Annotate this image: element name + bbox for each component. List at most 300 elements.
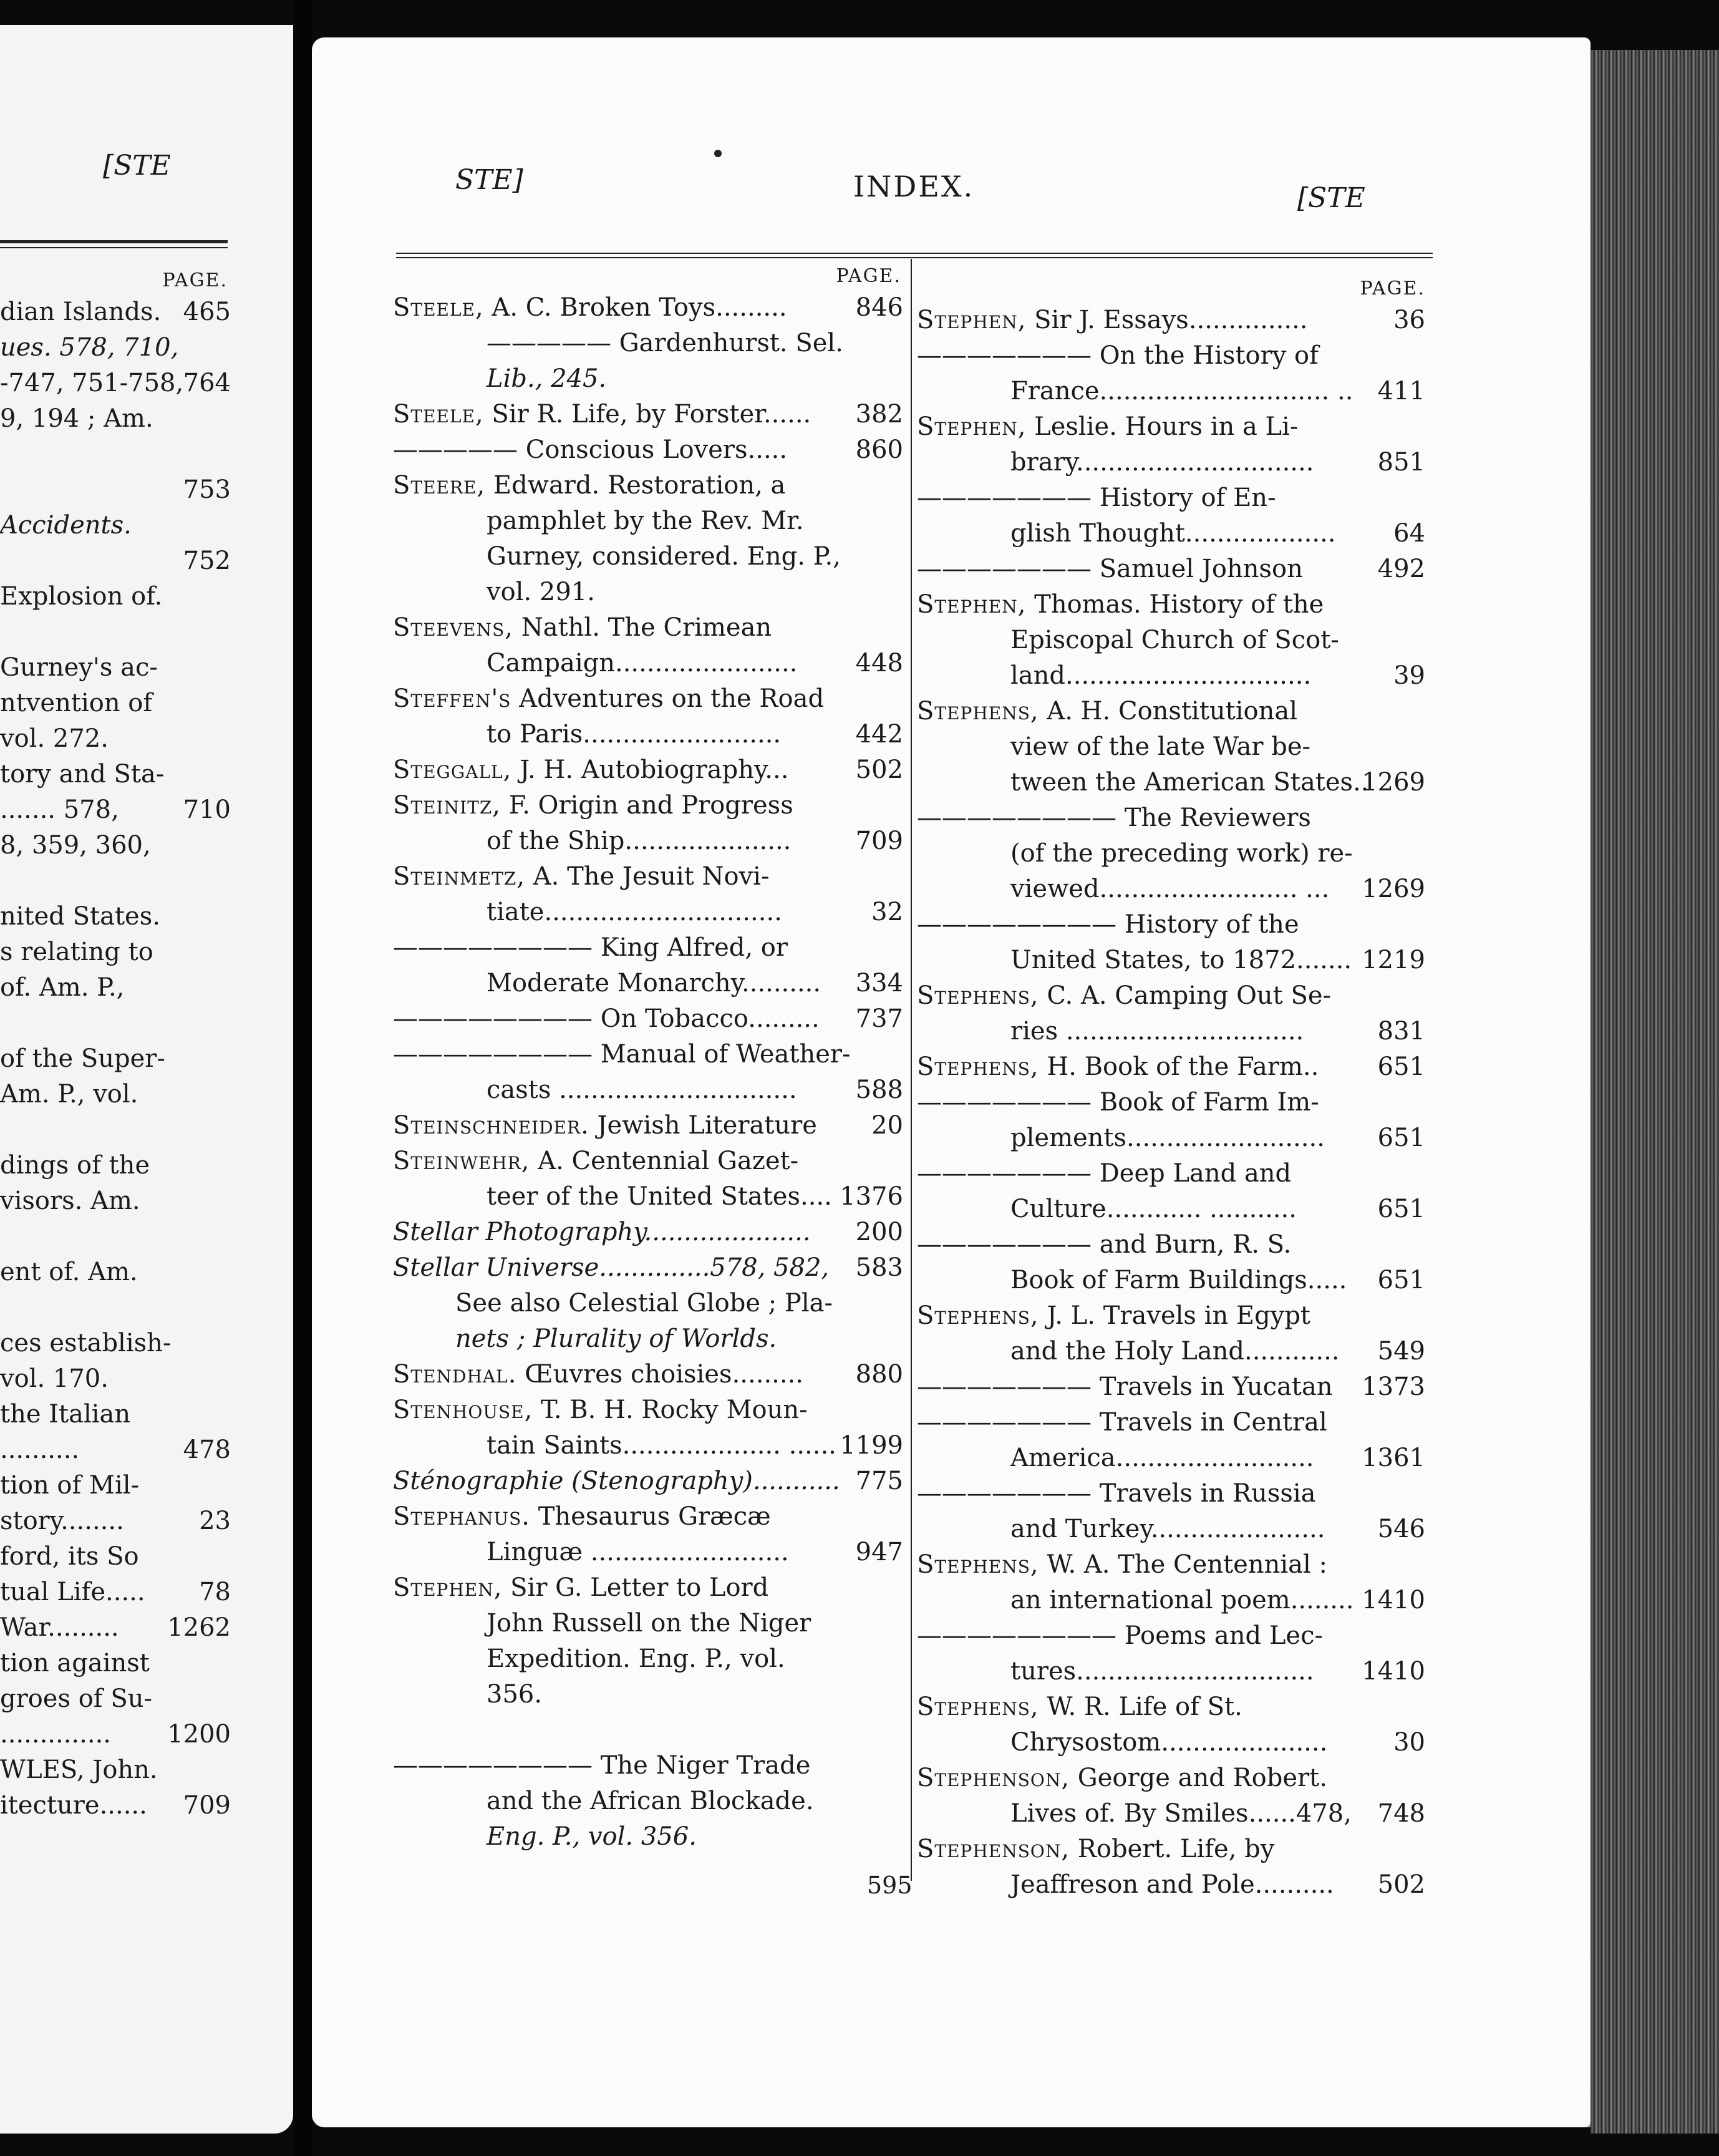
left-index-page-number: 752 [183, 546, 231, 575]
index-entry [917, 1405, 1425, 1440]
left-index-line [0, 792, 231, 828]
index-entry-rest: George and Robert. [1070, 1764, 1327, 1792]
left-index-line [0, 1255, 231, 1290]
left-index-line [0, 650, 231, 686]
index-entry-text: of the Ship..................... [487, 827, 792, 855]
index-entry [917, 1689, 1425, 1725]
index-entry-rest: F. Origin and Progress [500, 791, 793, 820]
left-index-line [0, 366, 231, 401]
index-entry-rest: Sir G. Letter to Lord [502, 1573, 769, 1602]
left-index-text: dian Islands. [0, 298, 162, 326]
index-entry-text: to Paris......................... [487, 720, 782, 749]
index-entry-text: United States, to 1872....... [1010, 946, 1352, 974]
index-heading: Stephenson, [917, 1835, 1070, 1863]
left-index-text: War......... [0, 1613, 119, 1642]
index-page-number: 1199 [840, 1431, 903, 1460]
index-heading: Stephen, [917, 412, 1027, 441]
index-entry-text: Stellar Universe..............578, 582, [393, 1253, 830, 1282]
left-index-text: vol. 170. [0, 1364, 109, 1393]
left-index-line [0, 1503, 231, 1539]
index-heading: Stephens, [917, 1052, 1039, 1081]
index-entry [393, 1286, 903, 1321]
index-entry [393, 610, 903, 646]
index-entry [917, 1618, 1425, 1654]
col1-page-label: PAGE. [836, 265, 901, 287]
index-heading: Stephens, [917, 1550, 1039, 1579]
col2-page-label: PAGE. [1360, 278, 1425, 299]
left-index-text: ....... 578, [0, 795, 119, 824]
index-entry-text: ——————— Travels in Central [917, 1408, 1327, 1437]
index-page-number: 502 [1377, 1870, 1425, 1899]
index-entry-text: ———————— On Tobacco......... [393, 1004, 820, 1033]
index-entry [393, 503, 903, 539]
index-page-number: 1410 [1362, 1657, 1425, 1686]
left-index-page-number: 478 [183, 1435, 231, 1464]
left-index-text: the Italian [0, 1400, 131, 1429]
index-entry-text [917, 587, 1324, 623]
index-entry-text [393, 788, 793, 823]
index-entry-text [917, 1547, 1327, 1583]
index-entry [917, 1654, 1425, 1689]
left-index-line [0, 1646, 231, 1681]
index-entry [917, 1512, 1425, 1547]
left-index-text: s relating to [0, 938, 153, 966]
index-entry [393, 681, 903, 717]
left-index-line [0, 863, 231, 899]
left-index-page-number: 709 [183, 1791, 231, 1820]
index-entry-text: ——————— Travels in Russia [917, 1479, 1316, 1508]
left-index-line [0, 401, 231, 437]
index-entry-text: Episcopal Church of Scot- [1010, 626, 1339, 654]
book-gutter [293, 0, 312, 2156]
left-index-line [0, 1397, 231, 1432]
index-entry-text: tain Saints.................... ...... [487, 1431, 836, 1460]
header-left: STE] [455, 164, 523, 196]
index-entry [393, 895, 903, 930]
left-index-line [0, 1681, 231, 1717]
index-entry [917, 374, 1425, 409]
index-entry [393, 1784, 903, 1819]
index-entry [393, 432, 903, 468]
index-entry-text: viewed......................... ... [1010, 875, 1330, 903]
index-entry [917, 1192, 1425, 1227]
index-entry-text: view of the late War be- [1010, 732, 1311, 761]
index-entry [393, 1037, 903, 1072]
index-entry [393, 1819, 903, 1855]
index-entry-text: America......................... [1010, 1444, 1314, 1472]
index-entry-text [393, 1499, 771, 1535]
index-entry [917, 1725, 1425, 1760]
index-entry-text: ———————— King Alfred, or [393, 933, 788, 962]
index-page-number: 39 [1393, 661, 1425, 690]
index-entry [917, 800, 1425, 836]
index-entry [917, 1760, 1425, 1796]
left-index-text: dings of the [0, 1151, 150, 1180]
index-heading: Stephens, [917, 981, 1039, 1010]
index-entry [393, 1179, 903, 1215]
left-index-text: Am. P., vol. [0, 1080, 138, 1109]
index-entry-text [393, 681, 824, 717]
index-entry [393, 930, 903, 966]
index-entry [917, 480, 1425, 516]
left-index-text: visors. Am. [0, 1187, 140, 1215]
index-entry-text: (of the preceding work) re- [1010, 839, 1353, 868]
index-entry [917, 836, 1425, 872]
index-heading: Stephanus. [393, 1502, 530, 1531]
left-index-text: vol. 272. [0, 724, 109, 753]
index-entry-text: ————— Conscious Lovers..... [393, 435, 788, 464]
index-heading: Stendhal. [393, 1360, 517, 1389]
left-page-label: PAGE. [162, 270, 228, 291]
index-entry-text: Eng. P., vol. 356. [487, 1822, 697, 1851]
left-index-line [0, 1148, 231, 1183]
index-entry-text: Book of Farm Buildings..... [1010, 1266, 1347, 1294]
index-entry-text: Gurney, considered. Eng. P., [487, 542, 841, 571]
index-entry [393, 1250, 903, 1286]
index-entry [393, 646, 903, 681]
index-entry [393, 468, 903, 503]
left-header-rule-2 [0, 247, 228, 248]
index-entry [917, 729, 1425, 765]
index-entry-rest: J. L. Travels in Egypt [1039, 1301, 1310, 1330]
index-entry-text: 356. [487, 1680, 543, 1709]
index-entry [393, 290, 903, 326]
index-page-number: 492 [1377, 555, 1425, 583]
index-entry [917, 338, 1425, 374]
left-index-line [0, 1112, 231, 1148]
index-entry [917, 1832, 1425, 1867]
index-heading: Steele, [393, 400, 484, 429]
left-index-page-number: 764 [183, 369, 231, 397]
left-index-line [0, 1326, 231, 1361]
left-index-page-number: 465 [183, 298, 231, 326]
left-index-line [0, 1077, 231, 1112]
index-entry-rest: Edward. Restoration, a [485, 471, 786, 500]
index-entry-text [393, 610, 772, 646]
left-index-text: ces establish- [0, 1329, 172, 1357]
index-entry-text [917, 1760, 1327, 1796]
index-page-number: 1269 [1362, 875, 1425, 903]
index-entry-text [917, 409, 1298, 445]
index-entry [917, 1369, 1425, 1405]
index-page-number: 775 [855, 1467, 903, 1495]
index-entry-text: See also Celestial Globe ; Pla- [455, 1289, 833, 1318]
index-page-number: 442 [855, 720, 903, 749]
index-page-number: 583 [855, 1253, 903, 1282]
index-entry [917, 516, 1425, 551]
index-page-number: 651 [1377, 1195, 1425, 1223]
index-page-number: 851 [1377, 448, 1425, 477]
index-entry-rest: A. Centennial Gazet- [530, 1147, 799, 1175]
index-page-number: 546 [1377, 1515, 1425, 1543]
index-entry [917, 694, 1425, 729]
left-index-text: groes of Su- [0, 1684, 153, 1713]
index-entry [917, 409, 1425, 445]
index-entry [917, 1583, 1425, 1618]
index-heading: Steevens, [393, 613, 514, 642]
index-entry-text: tures.............................. [1010, 1657, 1314, 1686]
left-index-line [0, 472, 231, 508]
index-entry-rest: J. H. Autobiography... [511, 755, 789, 784]
index-page-number: 651 [1377, 1124, 1425, 1152]
index-heading: Steinwehr, [393, 1147, 530, 1175]
left-index-line [0, 1361, 231, 1397]
index-entry-rest: Nathl. The Crimean [513, 613, 772, 642]
index-heading: Stephens, [917, 697, 1039, 726]
left-index-page-number: 1200 [167, 1720, 231, 1749]
index-page-number: 20 [871, 1111, 903, 1140]
index-column-left [393, 290, 903, 1855]
index-entry [393, 1001, 903, 1037]
index-page-number: 1376 [840, 1182, 903, 1211]
index-entry [393, 752, 903, 788]
index-entry-text [393, 1392, 808, 1428]
index-entry [917, 1547, 1425, 1583]
index-entry [393, 1072, 903, 1108]
index-page-number: 1373 [1362, 1372, 1425, 1401]
index-entry-text [917, 1049, 1319, 1085]
index-page-number: 448 [855, 649, 903, 677]
index-entry [393, 788, 903, 823]
left-index-text: tual Life..... [0, 1578, 145, 1606]
index-heading: Steggall, [393, 755, 512, 784]
index-page-number: 846 [855, 293, 903, 322]
index-entry-text: tiate.............................. [487, 898, 782, 926]
index-entry [917, 1440, 1425, 1476]
index-entry [917, 1476, 1425, 1512]
left-index-text: Accidents. [0, 511, 132, 540]
index-entry-text: ——————— Deep Land and [917, 1159, 1292, 1188]
index-entry [917, 587, 1425, 623]
index-heading: Steinschneider. [393, 1111, 589, 1140]
left-index-text: Explosion of. [0, 582, 163, 611]
index-entry-text: ———————— Poems and Lec- [917, 1621, 1324, 1650]
left-index-line [0, 1752, 231, 1788]
left-index-line [0, 1788, 231, 1823]
index-entry-text: Moderate Monarchy.......... [487, 969, 821, 998]
index-page-number: 30 [1393, 1728, 1425, 1757]
index-entry-rest: Jewish Literature [589, 1111, 817, 1140]
index-entry [917, 303, 1425, 338]
index-entry-text [393, 1108, 817, 1144]
page-edges [1591, 50, 1719, 2134]
index-entry-rest: C. A. Camping Out Se- [1039, 981, 1332, 1010]
index-entry [917, 551, 1425, 587]
left-index-line [0, 1432, 231, 1468]
index-entry [393, 1499, 903, 1535]
index-entry-text: and the Holy Land............ [1010, 1337, 1340, 1366]
left-index-text: WLES, John. [0, 1755, 158, 1784]
left-page-column [0, 294, 231, 1823]
index-entry-text [393, 397, 811, 432]
index-entry-text: glish Thought................... [1010, 519, 1336, 548]
index-entry [393, 1321, 903, 1357]
index-page-number: 1219 [1362, 946, 1425, 974]
left-index-text: tion against [0, 1649, 150, 1678]
index-entry-text: ——————— Travels in Yucatan [917, 1372, 1333, 1401]
index-entry-text: ——————— History of En- [917, 483, 1276, 512]
left-index-line [0, 543, 231, 579]
index-entry [393, 717, 903, 752]
left-index-line [0, 1610, 231, 1646]
index-entry [917, 1227, 1425, 1263]
left-index-page-number: 78 [199, 1578, 231, 1606]
index-entry-text: ries .............................. [1010, 1017, 1304, 1046]
index-entry [393, 1357, 903, 1392]
index-entry-text: Stellar Photography..................... [393, 1218, 811, 1246]
index-page-number: 200 [855, 1218, 903, 1246]
index-entry-text [917, 1832, 1274, 1867]
index-entry-text: John Russell on the Niger [487, 1609, 811, 1638]
index-entry-text: Expedition. Eng. P., vol. [487, 1644, 785, 1673]
index-entry-text: nets ; Plurality of Worlds. [455, 1324, 777, 1353]
index-page-number: 36 [1393, 306, 1425, 334]
left-index-text: nited States. [0, 902, 160, 931]
index-page-number: 411 [1377, 377, 1425, 405]
index-entry [917, 1014, 1425, 1049]
left-page [0, 25, 293, 2134]
index-page-number: 502 [855, 755, 903, 784]
index-entry [393, 397, 903, 432]
left-index-text: ntvention of [0, 689, 153, 717]
left-index-text: ent of. Am. [0, 1258, 138, 1286]
left-index-text: tion of Mil- [0, 1471, 140, 1500]
index-heading: Steere, [393, 471, 486, 500]
index-entry-text [393, 1357, 803, 1392]
index-entry [917, 1085, 1425, 1120]
index-entry-text: Chrysostom..................... [1010, 1728, 1328, 1757]
left-index-line [0, 935, 231, 970]
index-entry-text: ———————— Manual of Weather- [393, 1040, 851, 1069]
index-page-number: 549 [1377, 1337, 1425, 1366]
index-entry [393, 1677, 903, 1712]
index-page-number: 947 [855, 1538, 903, 1566]
index-entry-text [917, 1689, 1242, 1725]
index-entry-text [917, 978, 1331, 1014]
left-index-page-number: 1262 [167, 1613, 231, 1642]
page-title: INDEX. [853, 170, 975, 203]
index-page-number: 748 [1377, 1799, 1425, 1828]
index-entry [917, 872, 1425, 907]
ink-dot [714, 150, 722, 157]
index-entry [393, 823, 903, 859]
index-entry-text: ——————— On the History of [917, 341, 1319, 370]
index-entry-text: Sténographie (Stenography)........... [393, 1467, 840, 1495]
index-entry-text: tween the American States.. [1010, 768, 1369, 797]
index-heading: Steele, [393, 293, 484, 322]
index-entry-text [393, 290, 787, 326]
index-entry-text: France............................. .. [1010, 377, 1353, 405]
index-page-number: 1361 [1362, 1444, 1425, 1472]
index-entry-text: ——————— and Burn, R. S. [917, 1230, 1292, 1259]
index-heading: Stephens, [917, 1692, 1039, 1721]
index-entry [393, 1144, 903, 1179]
index-entry-text: ———————— History of the [917, 910, 1299, 939]
index-page-number: 1410 [1362, 1586, 1425, 1615]
left-index-text: itecture...... [0, 1791, 147, 1820]
left-index-line [0, 828, 231, 863]
index-entry-text: and the African Blockade. [487, 1787, 814, 1815]
index-entry [917, 1120, 1425, 1156]
index-heading: Stenhouse, [393, 1396, 533, 1424]
index-entry-rest: Œuvres choisies......... [516, 1360, 804, 1389]
index-entry-text: land............................... [1010, 661, 1312, 690]
left-index-line [0, 330, 231, 366]
index-heading: Steinitz, [393, 791, 501, 820]
index-entry-rest: Sir J. Essays............... [1026, 306, 1308, 334]
index-entry-text: ———————— The Reviewers [917, 804, 1311, 832]
index-entry [393, 859, 903, 895]
column-divider [911, 259, 912, 1881]
index-entry-text: casts .............................. [487, 1076, 797, 1104]
header-rule [396, 253, 1433, 254]
index-entry-rest: H. Book of the Farm.. [1039, 1052, 1319, 1081]
index-entry-rest: Leslie. Hours in a Li- [1026, 412, 1299, 441]
index-entry-text [917, 1298, 1310, 1334]
index-entry-text: and Turkey...................... [1010, 1515, 1325, 1543]
index-entry-text: pamphlet by the Rev. Mr. [487, 507, 804, 535]
left-index-line [0, 1041, 231, 1077]
left-index-line [0, 1468, 231, 1503]
left-index-page-number: 710 [183, 795, 231, 824]
index-page-number: 831 [1377, 1017, 1425, 1046]
index-entry [393, 575, 903, 610]
index-entry-text: Culture............ ........... [1010, 1195, 1297, 1223]
left-index-text: 8, 359, 360, [0, 831, 151, 860]
page-number: 595 [867, 1872, 913, 1899]
index-entry [393, 1606, 903, 1641]
index-column-right [917, 303, 1425, 1903]
index-entry-rest: T. B. H. Rocky Moun- [533, 1396, 808, 1424]
index-entry-rest: Adventures on the Road [511, 684, 825, 713]
index-heading: Stephenson, [917, 1764, 1070, 1792]
left-index-line [0, 614, 231, 650]
index-entry-text: ——————— Book of Farm Im- [917, 1088, 1319, 1117]
index-page-number: 382 [855, 400, 903, 429]
index-entry [393, 1392, 903, 1428]
index-entry-rest: Sir R. Life, by Forster...... [483, 400, 811, 429]
index-entry-text [393, 859, 769, 895]
index-page-number: 32 [871, 898, 903, 926]
index-entry [393, 539, 903, 575]
index-entry-rest: W. A. The Centennial : [1039, 1550, 1327, 1579]
index-entry [393, 1428, 903, 1464]
index-entry-text: Jeaffreson and Pole.......... [1010, 1870, 1334, 1899]
index-entry-rest: A. C. Broken Toys......... [483, 293, 787, 322]
left-index-line [0, 1539, 231, 1575]
index-entry [393, 1464, 903, 1499]
index-entry-text: Linguæ ......................... [487, 1538, 789, 1566]
index-entry [917, 623, 1425, 658]
index-entry [917, 1156, 1425, 1192]
left-index-page-number: 23 [199, 1507, 231, 1535]
left-index-page-number: 753 [183, 475, 231, 504]
index-entry-text: ——————— Samuel Johnson [917, 555, 1303, 583]
index-entry [393, 326, 903, 361]
left-index-line [0, 757, 231, 792]
index-page-number: 651 [1377, 1052, 1425, 1081]
index-entry-rest: A. H. Constitutional [1039, 697, 1297, 726]
index-page-number: 709 [855, 827, 903, 855]
index-heading: Stephen, [917, 306, 1027, 334]
index-entry-text [393, 1144, 798, 1179]
index-entry-text: teer of the United States.... [487, 1182, 832, 1211]
left-index-text: ues. 578, 710, [0, 333, 179, 362]
index-entry-text [917, 694, 1297, 729]
index-entry-rest: A. The Jesuit Novi- [525, 862, 770, 891]
left-index-line [0, 1717, 231, 1752]
index-entry-text: ———————— The Niger Trade [393, 1751, 811, 1780]
